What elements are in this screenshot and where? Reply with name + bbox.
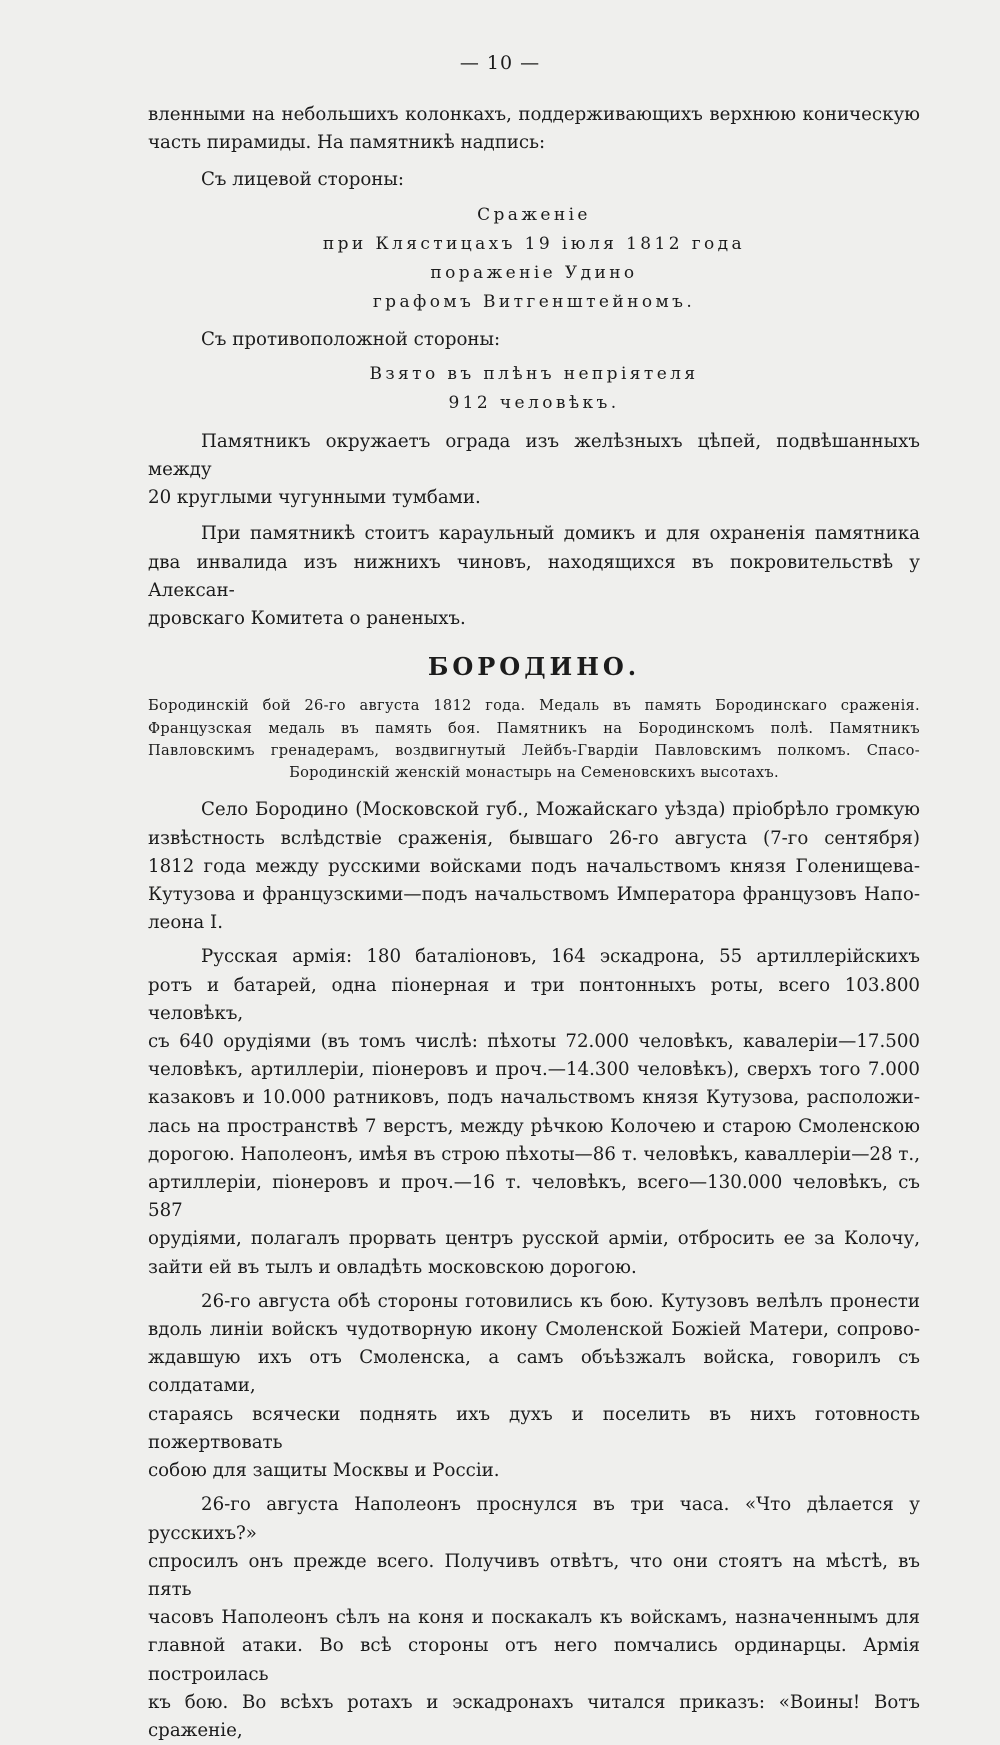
text-line: Памятникъ окружаетъ ограда изъ желѣзныхъ цѣпей, подвѣшанныхъ между <box>148 430 920 481</box>
text-line: казаковъ и 10.000 ратниковъ, подъ начальствомъ князя Кутузова, расположи- <box>148 1087 920 1109</box>
body-paragraph <box>148 1288 920 1485</box>
text-line: съ 640 орудіями (въ томъ числѣ: пѣхоты 72.000 человѣкъ, кавалеріи—17.500 <box>148 1031 920 1053</box>
chapter-summary <box>148 695 920 784</box>
text-line: собою для защиты Москвы и Россіи. <box>148 1460 500 1482</box>
inscription-line: графомъ Витгенштейномъ. <box>372 291 696 312</box>
text-line: спросилъ онъ прежде всего. Получивъ отвѣтъ, что они стоятъ на мѣстѣ, въ пять <box>148 1550 920 1600</box>
text-line: вдоль линіи войскъ чудотворную икону Смоленской Божіей Матери, сопрово- <box>148 1319 920 1341</box>
text-line: ждавшую ихъ отъ Смоленска, а самъ объѣзжалъ войска, говорилъ съ солдатами, <box>148 1347 920 1397</box>
body-paragraph <box>148 796 920 937</box>
text-line: Село Бородино (Московской губ., Можайскаго уѣзда) пріобрѣло громкую <box>201 799 920 821</box>
text-line: часть пирамиды. На памятникѣ надпись: <box>148 132 546 154</box>
text-line: главной атаки. Во всѣ стороны отъ него помчались ординарцы. Армія построилась <box>148 1635 920 1685</box>
page-body <box>148 101 920 1745</box>
text-line: два инвалида изъ нижнихъ чиновъ, находящихся въ покровительствѣ у Алексан- <box>148 551 920 601</box>
back-side-label: Съ противоположной стороны: <box>201 328 501 350</box>
text-line: Кутузова и французскими—подъ начальствомъ Императора французовъ Напо- <box>148 884 920 906</box>
inscription-line: 912 человѣкъ. <box>448 392 620 413</box>
text-line: 26-го августа обѣ стороны готовились къ бою. Кутузовъ велѣлъ пронести <box>201 1290 920 1312</box>
text-line: дровскаго Комитета о раненыхъ. <box>148 608 466 630</box>
guard-paragraph <box>148 520 920 633</box>
text-line: часовъ Наполеонъ сѣлъ на коня и поскакалъ къ войскамъ, назначеннымъ для <box>148 1607 920 1629</box>
front-side-label: Съ лицевой стороны: <box>201 169 405 191</box>
back-inscription <box>148 360 920 418</box>
fence-paragraph <box>148 428 920 513</box>
text-line: орудіями, полагалъ прорвать центръ русской арміи, отбросить ее за Колочу, <box>148 1228 920 1250</box>
intro-paragraph <box>148 101 920 157</box>
text-line: Русская армія: 180 баталіоновъ, 164 эскадрона, 55 артиллерійскихъ <box>201 946 920 968</box>
inscription-line: Сраженіе <box>477 204 591 225</box>
text-line: къ бою. Во всѣхъ ротахъ и эскадронахъ читался приказъ: «Воины! Вотъ сраженіе, <box>148 1691 920 1741</box>
text-line: стараясь всячески поднять ихъ духъ и поселить въ нихъ готовность пожертвовать <box>148 1403 920 1453</box>
body-paragraph <box>148 943 920 1281</box>
text-line: 20 круглыми чугунными тумбами. <box>148 487 481 509</box>
text-line: ротъ и батарей, одна піонерная и три понтонныхъ роты, всего 103.800 человѣкъ, <box>148 974 920 1024</box>
text-line: 26-го августа Наполеонъ проснулся въ три часа. «Что дѣлается у русскихъ?» <box>148 1494 920 1544</box>
text-line: При памятникѣ стоитъ караульный домикъ и для охраненія памятника <box>201 523 920 545</box>
inscription-line: при Клястицахъ 19 іюля 1812 года <box>322 233 746 254</box>
text-line: артиллеріи, піонеровъ и проч.—16 т. человѣкъ, всего—130.000 человѣкъ, съ 587 <box>148 1172 920 1222</box>
summary-line: Французская медаль въ память боя. Памятникъ на Бородинскомъ полѣ. Памятникъ <box>148 719 920 737</box>
section-heading: БОРОДИНО. <box>427 652 641 682</box>
inscription-line: пораженіе Удино <box>430 262 638 283</box>
inscription-line: Взято въ плѣнъ непріятеля <box>369 363 699 384</box>
text-line: зайти ей въ тылъ и овладѣть московскою дорогою. <box>148 1256 637 1278</box>
front-inscription <box>148 201 920 317</box>
text-line: вленными на небольшихъ колонкахъ, поддерживающихъ верхнюю коническую <box>148 104 920 125</box>
text-line: леона I. <box>148 912 223 934</box>
text-line: 1812 года между русскими войсками подъ начальствомъ князя Голенищева- <box>148 855 920 877</box>
text-line: человѣкъ, артиллеріи, піонеровъ и проч.—14.300 человѣкъ), сверхъ того 7.000 <box>148 1059 920 1081</box>
text-line: дорогою. Наполеонъ, имѣя въ строю пѣхоты—86 т. человѣкъ, каваллеріи—28 т., <box>148 1143 920 1165</box>
text-line: лась на пространствѣ 7 верстъ, между рѣчкою Колочею и старою Смоленскою <box>148 1115 920 1137</box>
text-line: извѣстность вслѣдствіе сраженія, бывшаго 26-го августа (7-го сентября) <box>148 827 920 849</box>
page-number: — 10 — <box>459 52 541 74</box>
main-text <box>148 796 920 1745</box>
summary-line: Бородинскій женскій монастырь на Семеновскихъ высотахъ. <box>289 764 779 782</box>
summary-line: Павловскимъ гренадерамъ, воздвигнутый Лейбъ-Гвардіи Павловскимъ полкомъ. Спасо- <box>148 741 920 759</box>
body-paragraph <box>148 1491 920 1745</box>
summary-line: Бородинскій бой 26-го августа 1812 года. Медаль въ память Бородинскаго сраженія. <box>148 697 920 715</box>
